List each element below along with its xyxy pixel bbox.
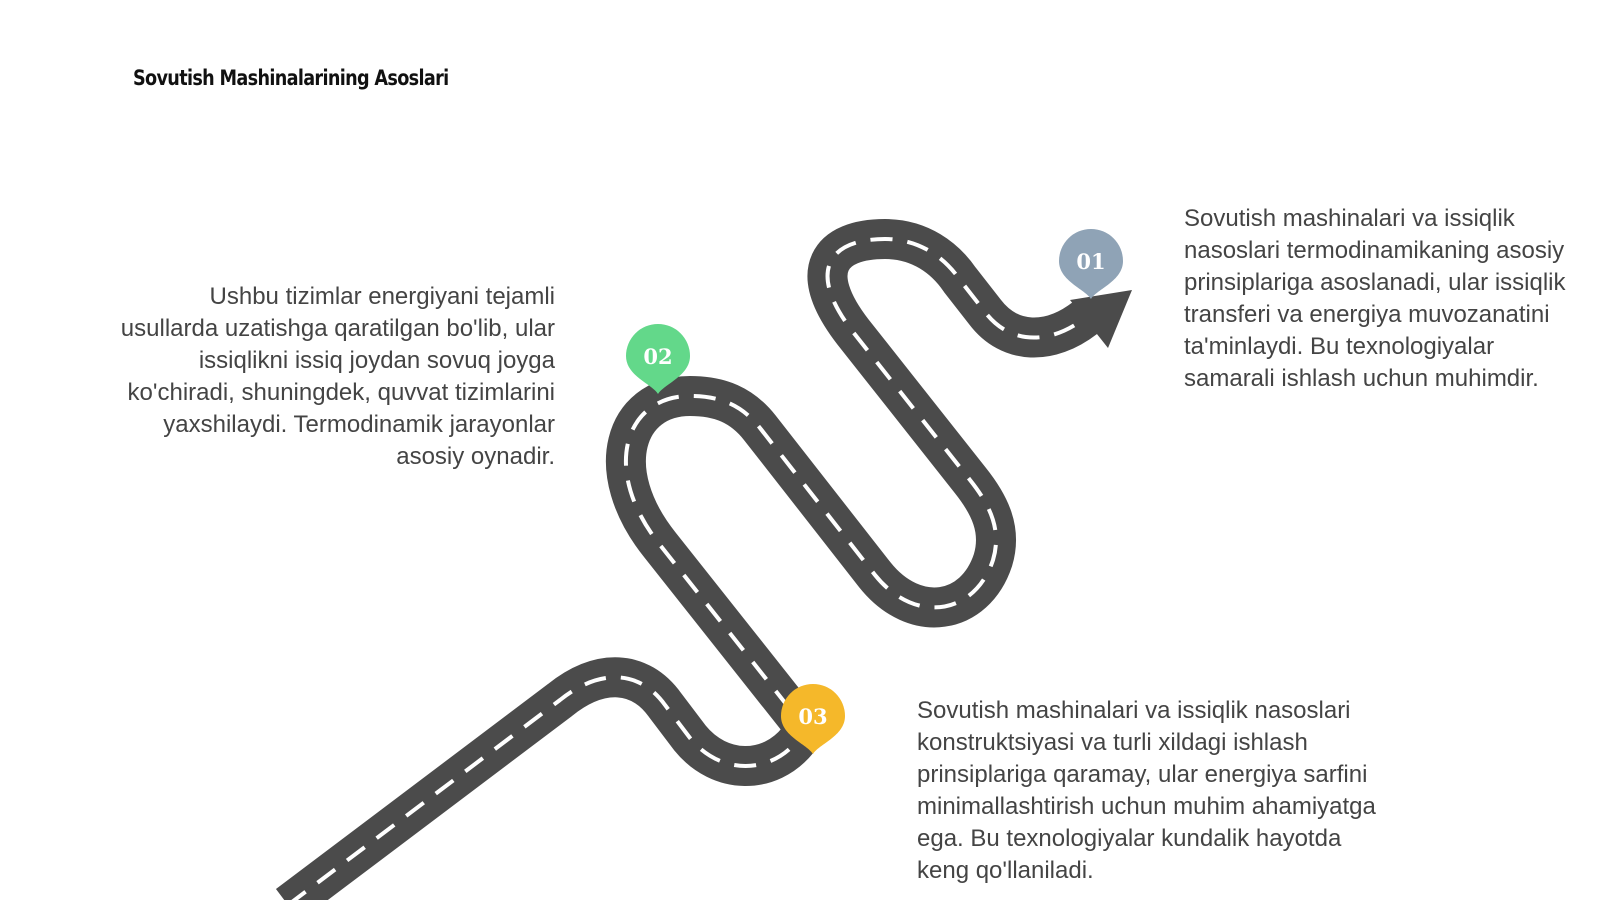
page-title: Sovutish Mashinalarining Asoslari <box>133 66 449 90</box>
milestone-02-text: Ushbu tizimlar energiyani tejamli usullarda uzatishga qaratilgan bo'lib, ular issiqlikni issiq joydan sovuq joyga ko'chiradi, shuningdek, quvvat tizimlarini yaxshilaydi. Termodinamik jarayonlar asosiy oynadir. <box>120 283 555 470</box>
milestone-03-text: Sovutish mashinalari va issiqlik nasoslari konstruktsiyasi va turli xildagi ishlash prinsiplariga qaramay, ular energiya sarfini minimallashtirish uchun muhim ahamiyatga ega. Bu texnologiyalar kundalik hayotda keng qo'llaniladi. <box>917 697 1376 884</box>
milestone-01-text: Sovutish mashinalari va issiqlik nasoslari termodinamikaning asosiy prinsiplariga asoslanadi, ular issiqlik transferi va energiya muvozanatini ta'minlaydi. Bu texnologiyalar samarali ishlash uchun muhimdir. <box>1184 205 1566 392</box>
pin-number: 01 <box>1076 249 1106 274</box>
milestone-pin-01 <box>1059 229 1123 299</box>
pin-number: 03 <box>798 704 828 729</box>
pin-number: 02 <box>643 344 673 369</box>
